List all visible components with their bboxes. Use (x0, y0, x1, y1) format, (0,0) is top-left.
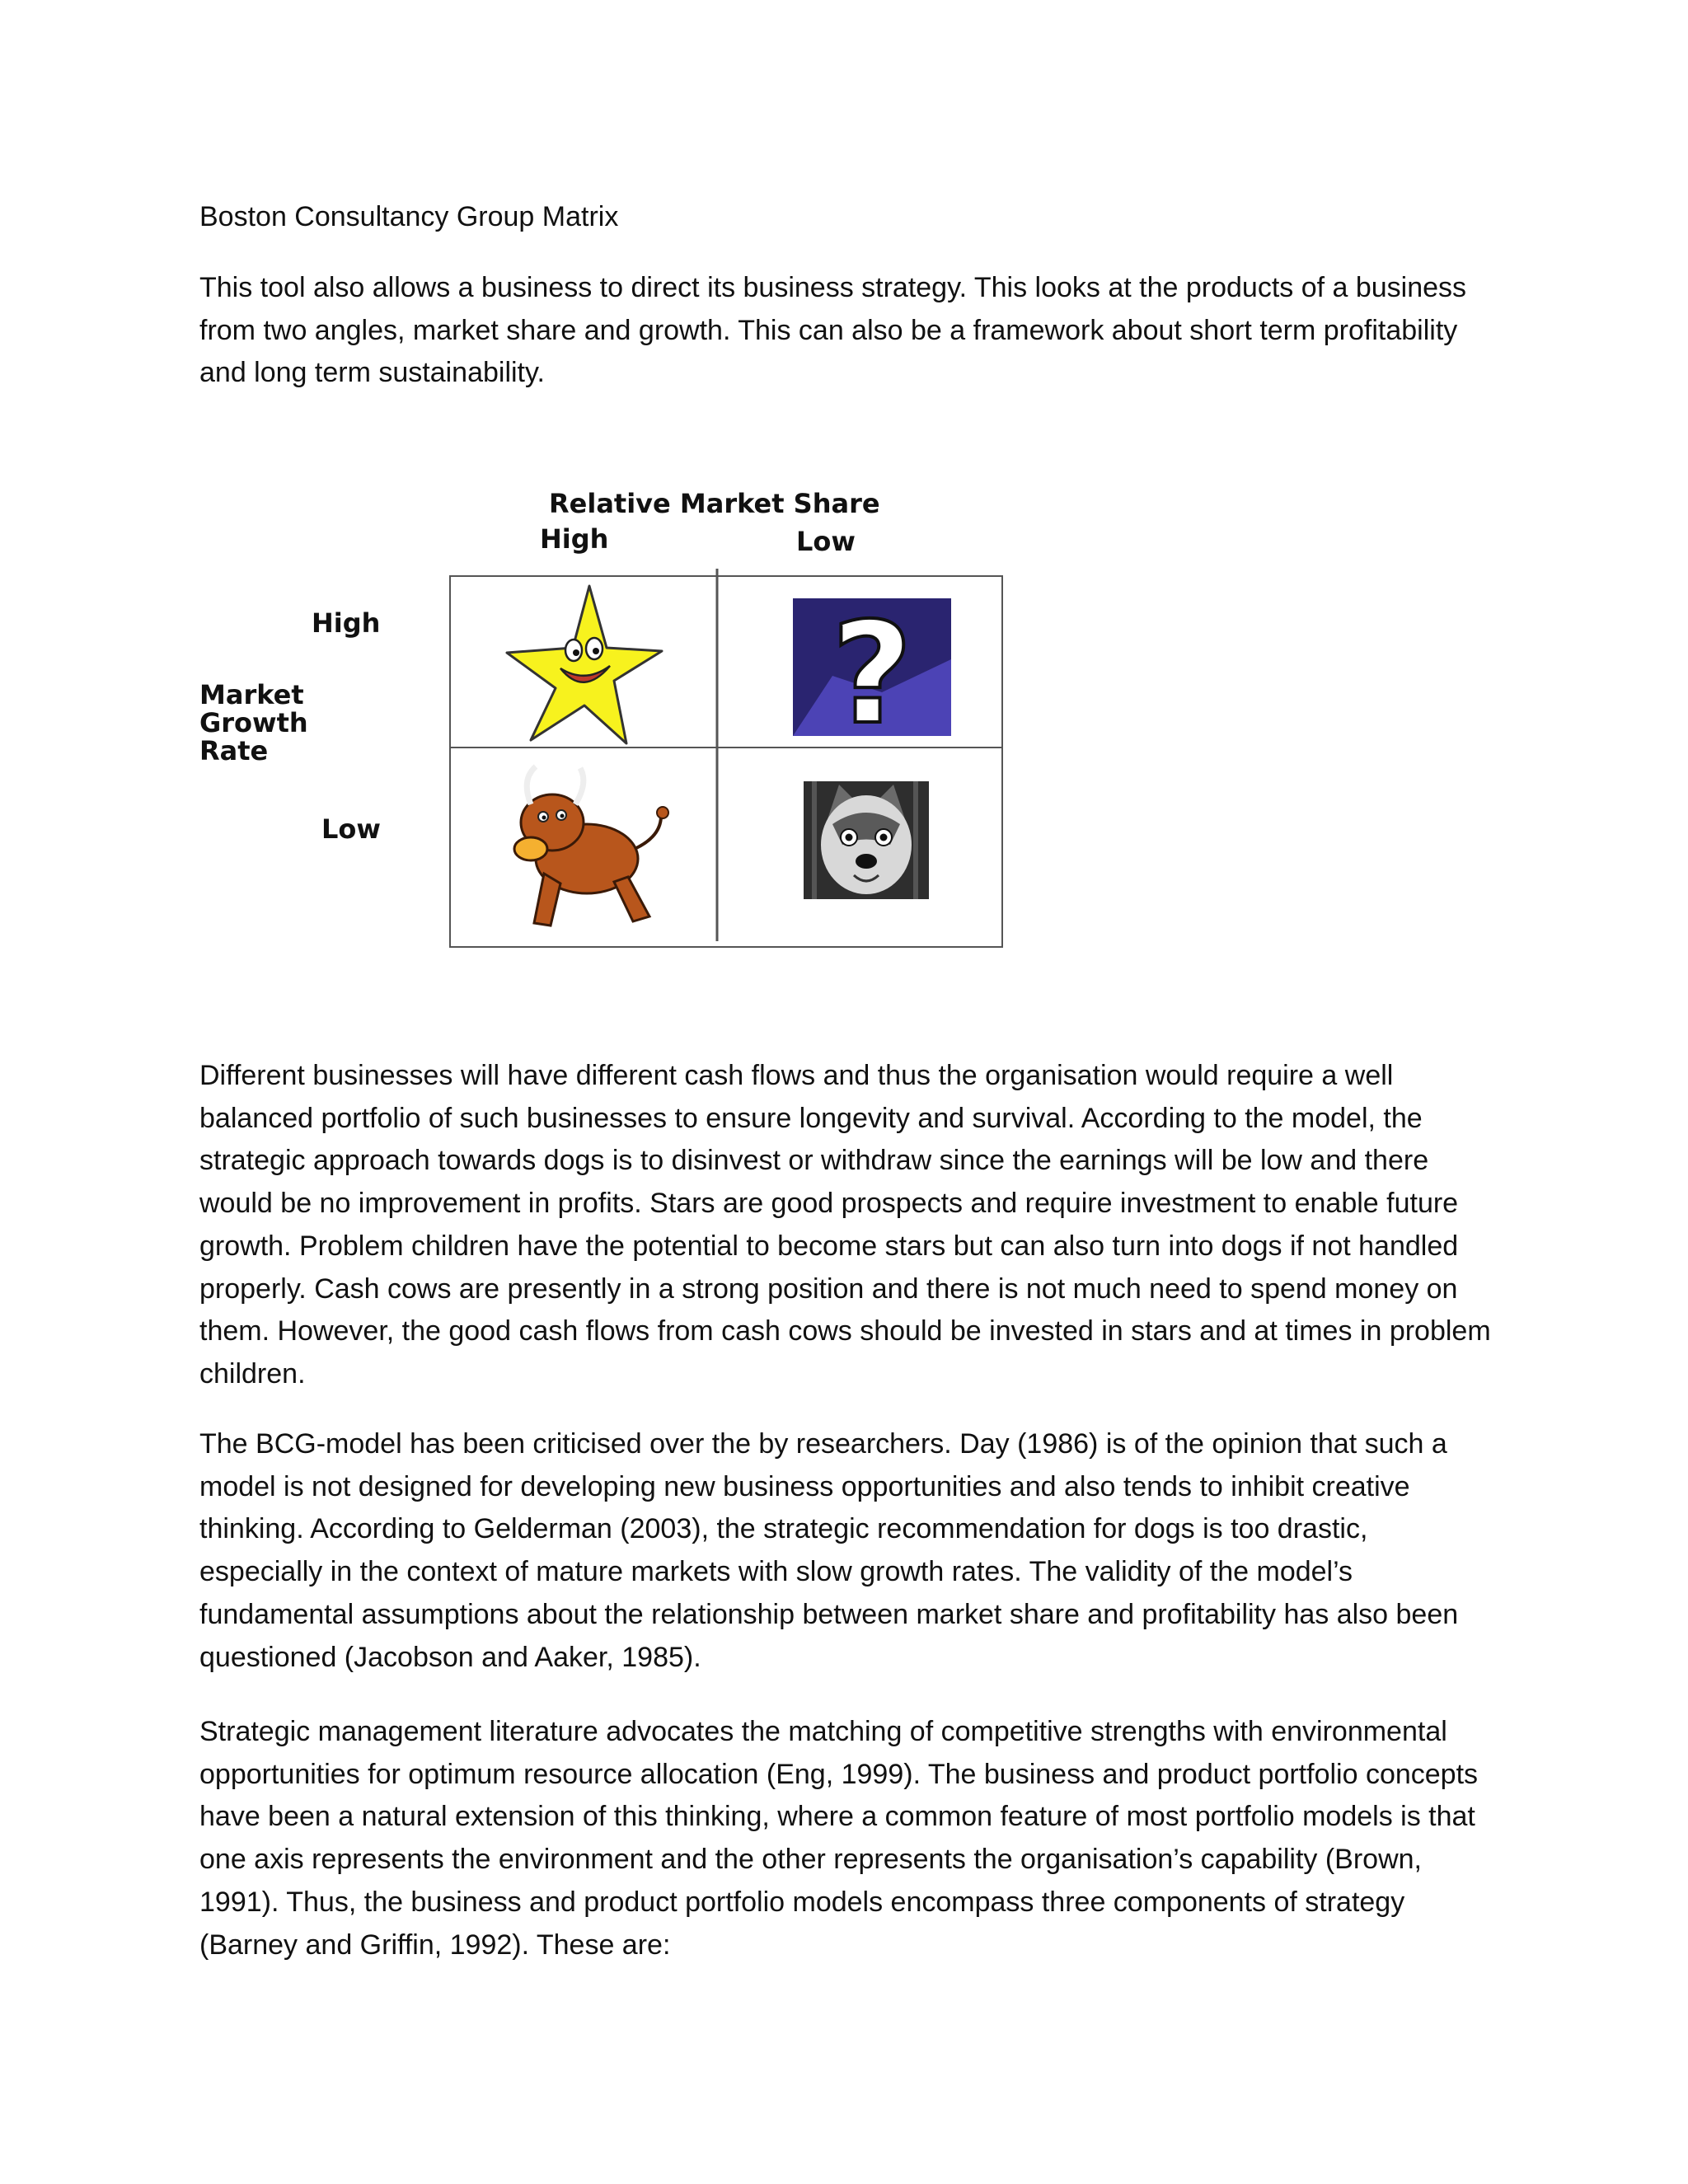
y-axis-title: Market Growth Rate (199, 679, 308, 766)
row-label-high: High (312, 607, 381, 639)
body-paragraph: The BCG-model has been criticised over the by researchers. Day (1986) is of the opinion that such a model is not designed for developing new business opportunities and also tends to inhibit creative thinking. According to Gelderman (2003), the strategic recommendation for dogs is too drastic, especially in the context of mature markets with slow growth rates. The validity of the model’s fundamental assumptions about the relationship between market share and profitability has also been questioned (Jacobson and Aaker, 1985). (199, 1428, 1459, 1673)
body-paragraph: Strategic management literature advocates the matching of competitive strengths with environmental opportunities for optimum resource allocation (Eng, 1999). The business and product portfolio concepts have been a natural extension of this thinking, where a common feature of most portfolio models is that one axis represents the environment and the other represents the organisation’s capability (Brown, 1991). Thus, the business and product portfolio models encompass three components of strategy (Barney and Griffin, 1992). These are: (199, 1716, 1479, 1961)
x-axis-title: Relative Market Share (549, 488, 880, 519)
dog-icon (804, 781, 929, 899)
question-mark-icon (793, 593, 951, 756)
svg-text:?: ? (831, 593, 913, 756)
body-paragraph: Different businesses will have different cash flows and thus the organisation would require a well balanced portfolio of such businesses to ensure longevity and survival. According to the model, the strategic approach towards dogs is to disinvest or withdraw since the earnings will be low and there would be no improvement in profits. Stars are good prospects and require investment to enable future growth. Problem children have the potential to become stars but can also turn into dogs if not handled properly. Cash cows are presently in a strong position and there is not much need to spend money on them. However, the good cash flows from cash cows should be invested in stars and at times in problem children. (199, 1060, 1491, 1390)
document-title: Boston Consultancy Group Matrix (199, 201, 619, 232)
column-label-high: High (540, 523, 609, 555)
column-label-low: Low (796, 526, 856, 557)
intro-paragraph: This tool also allows a business to direct its business strategy. This looks at the products of a business from two angles, market share and growth. This can also be a framework about short term profitability and long term sustainability. (199, 272, 1467, 389)
bcg-grid (445, 560, 1014, 956)
row-label-low: Low (321, 813, 381, 845)
